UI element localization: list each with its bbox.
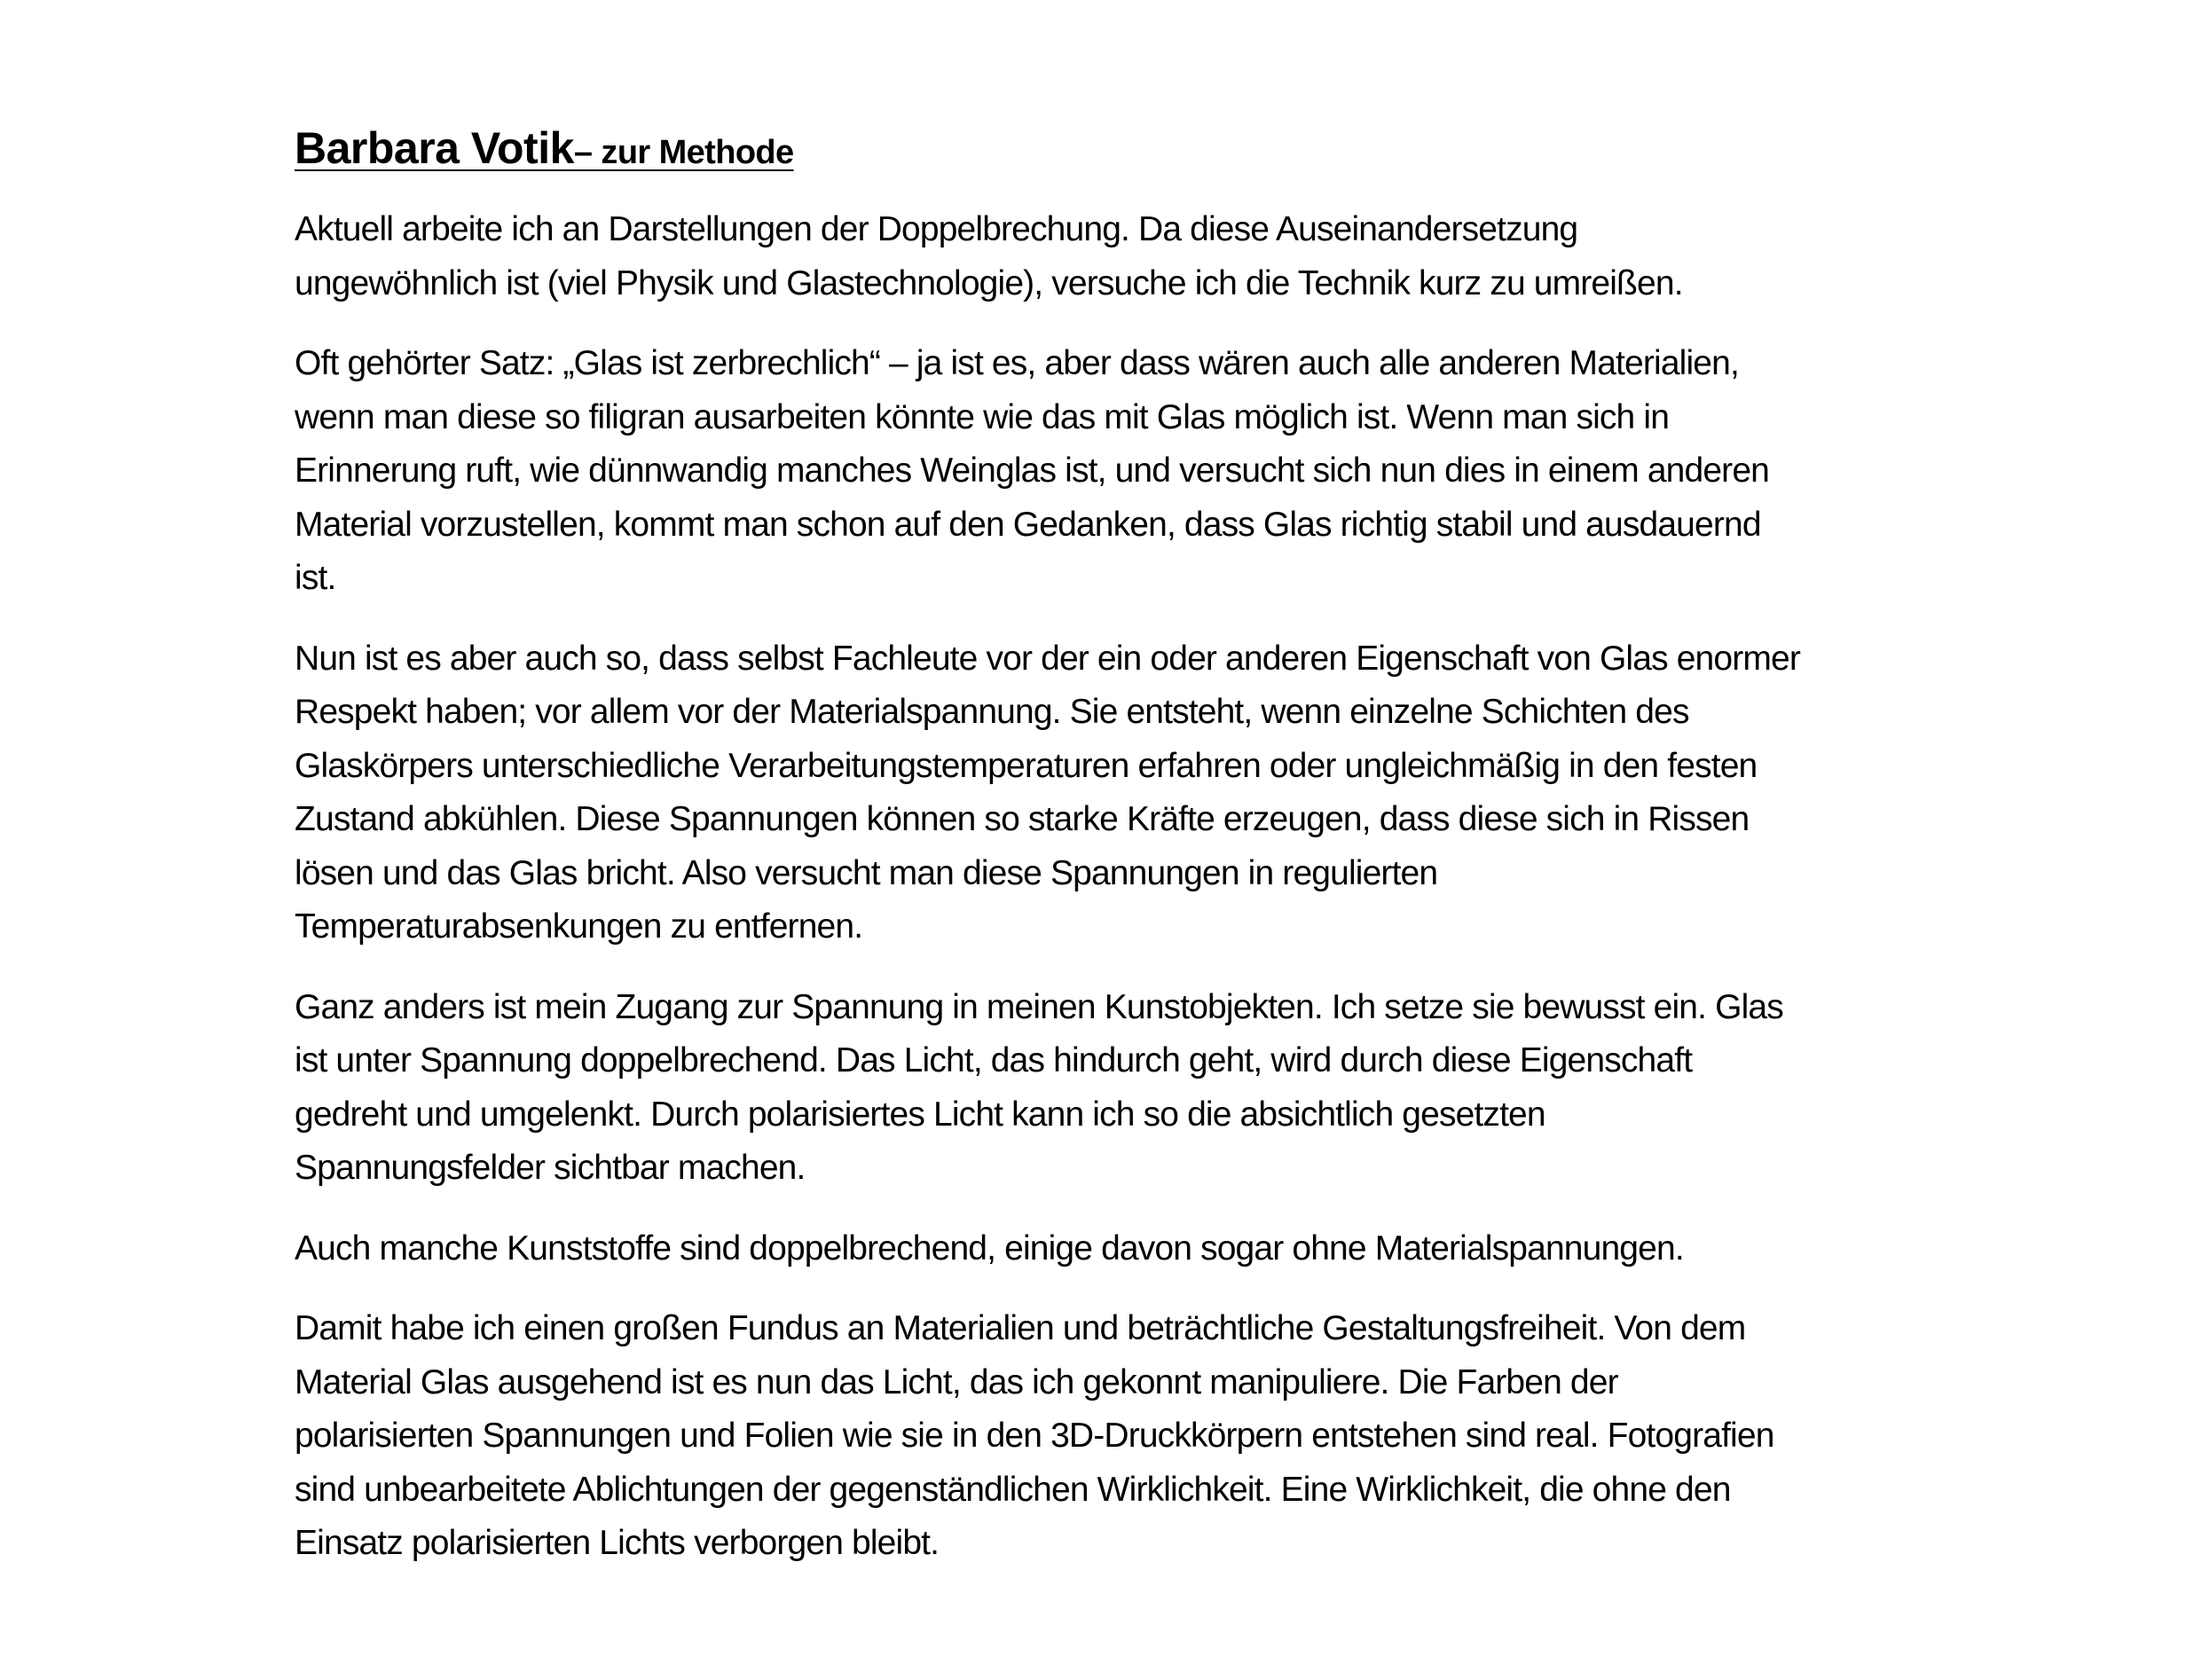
paragraph-line: Ganz anders ist mein Zugang zur Spannung in meinen Kunstobjekten. Ich setze sie bewusst ein. Glas — [295, 987, 1783, 1026]
title-subtitle: – zur Methode — [573, 134, 794, 171]
paragraph — [295, 203, 1936, 310]
paragraph-line: sind unbearbeitete Ablichtungen der gegenständlichen Wirklichkeit. Eine Wirklichkeit, die ohne den — [295, 1470, 1731, 1509]
paragraph-line: Material vorzustellen, kommt man schon auf den Gedanken, dass Glas richtig stabil und ausdauernd — [295, 505, 1761, 544]
title-author-name: Barbara Votik — [295, 123, 574, 173]
paragraph-line: Aktuell arbeite ich an Darstellungen der Doppelbrechung. Da diese Auseinandersetzung — [295, 210, 1578, 248]
paragraph-line: Respekt haben; vor allem vor der Materialspannung. Sie entsteht, wenn einzelne Schichten des — [295, 693, 1689, 731]
paragraph-line: Glaskörpers unterschiedliche Verarbeitungstemperaturen erfahren oder ungleichmäßig in den festen — [295, 746, 1758, 785]
paragraph-line: Zustand abkühlen. Diese Spannungen können so starke Kräfte erzeugen, dass diese sich in Rissen — [295, 800, 1750, 838]
paragraph-line: polarisierten Spannungen und Folien wie sie in den 3D-Druckkörpern entstehen sind real. Fotografien — [295, 1417, 1774, 1455]
paragraph-line: Auch manche Kunststoffe sind doppelbrechend, einige davon sogar ohne Materialspannungen. — [295, 1229, 1684, 1268]
paragraph-line: gedreht und umgelenkt. Durch polarisiertes Licht kann ich so die absichtlich gesetzten — [295, 1095, 1545, 1134]
paragraph — [295, 1302, 1936, 1571]
paragraph-line: Temperaturabsenkungen zu entfernen. — [295, 907, 863, 946]
document-body — [295, 203, 1936, 1571]
paragraph — [295, 1222, 1936, 1276]
paragraph-line: ist unter Spannung doppelbrechend. Das Licht, das hindurch geht, wird durch diese Eigenschaft — [295, 1041, 1693, 1079]
paragraph-line: Material Glas ausgehend ist es nun das Licht, das ich gekonnt manipuliere. Die Farben der — [295, 1362, 1618, 1401]
document-page — [295, 121, 1936, 1598]
paragraph — [295, 337, 1936, 606]
paragraph-line: wenn man diese so filigran ausarbeiten könnte wie das mit Glas möglich ist. Wenn man sich in — [295, 397, 1670, 436]
paragraph-line: ist. — [295, 559, 336, 597]
paragraph-line: Spannungsfelder sichtbar machen. — [295, 1149, 806, 1187]
paragraph — [295, 981, 1936, 1196]
paragraph-line: Einsatz polarisierten Lichts verborgen bleibt. — [295, 1524, 940, 1562]
paragraph — [295, 632, 1936, 954]
paragraph-line: Damit habe ich einen großen Fundus an Materialien und beträchtliche Gestaltungsfreiheit. Von dem — [295, 1309, 1746, 1347]
paragraph-line: Nun ist es aber auch so, dass selbst Fachleute vor der ein oder anderen Eigenschaft von Glas enormer — [295, 639, 1800, 678]
document-title — [295, 121, 1936, 180]
paragraph-line: lösen und das Glas bricht. Also versucht man diese Spannungen in regulierten — [295, 853, 1438, 892]
paragraph-line: Oft gehörter Satz: „Glas ist zerbrechlich“ – ja ist es, aber dass wären auch alle anderen Materialien, — [295, 344, 1739, 382]
paragraph-line: Erinnerung ruft, wie dünnwandig manches Weinglas ist, und versucht sich nun dies in einem anderen — [295, 451, 1770, 490]
paragraph-line: ungewöhnlich ist (viel Physik und Glastechnologie), versuche ich die Technik kurz zu umreißen. — [295, 263, 1683, 302]
